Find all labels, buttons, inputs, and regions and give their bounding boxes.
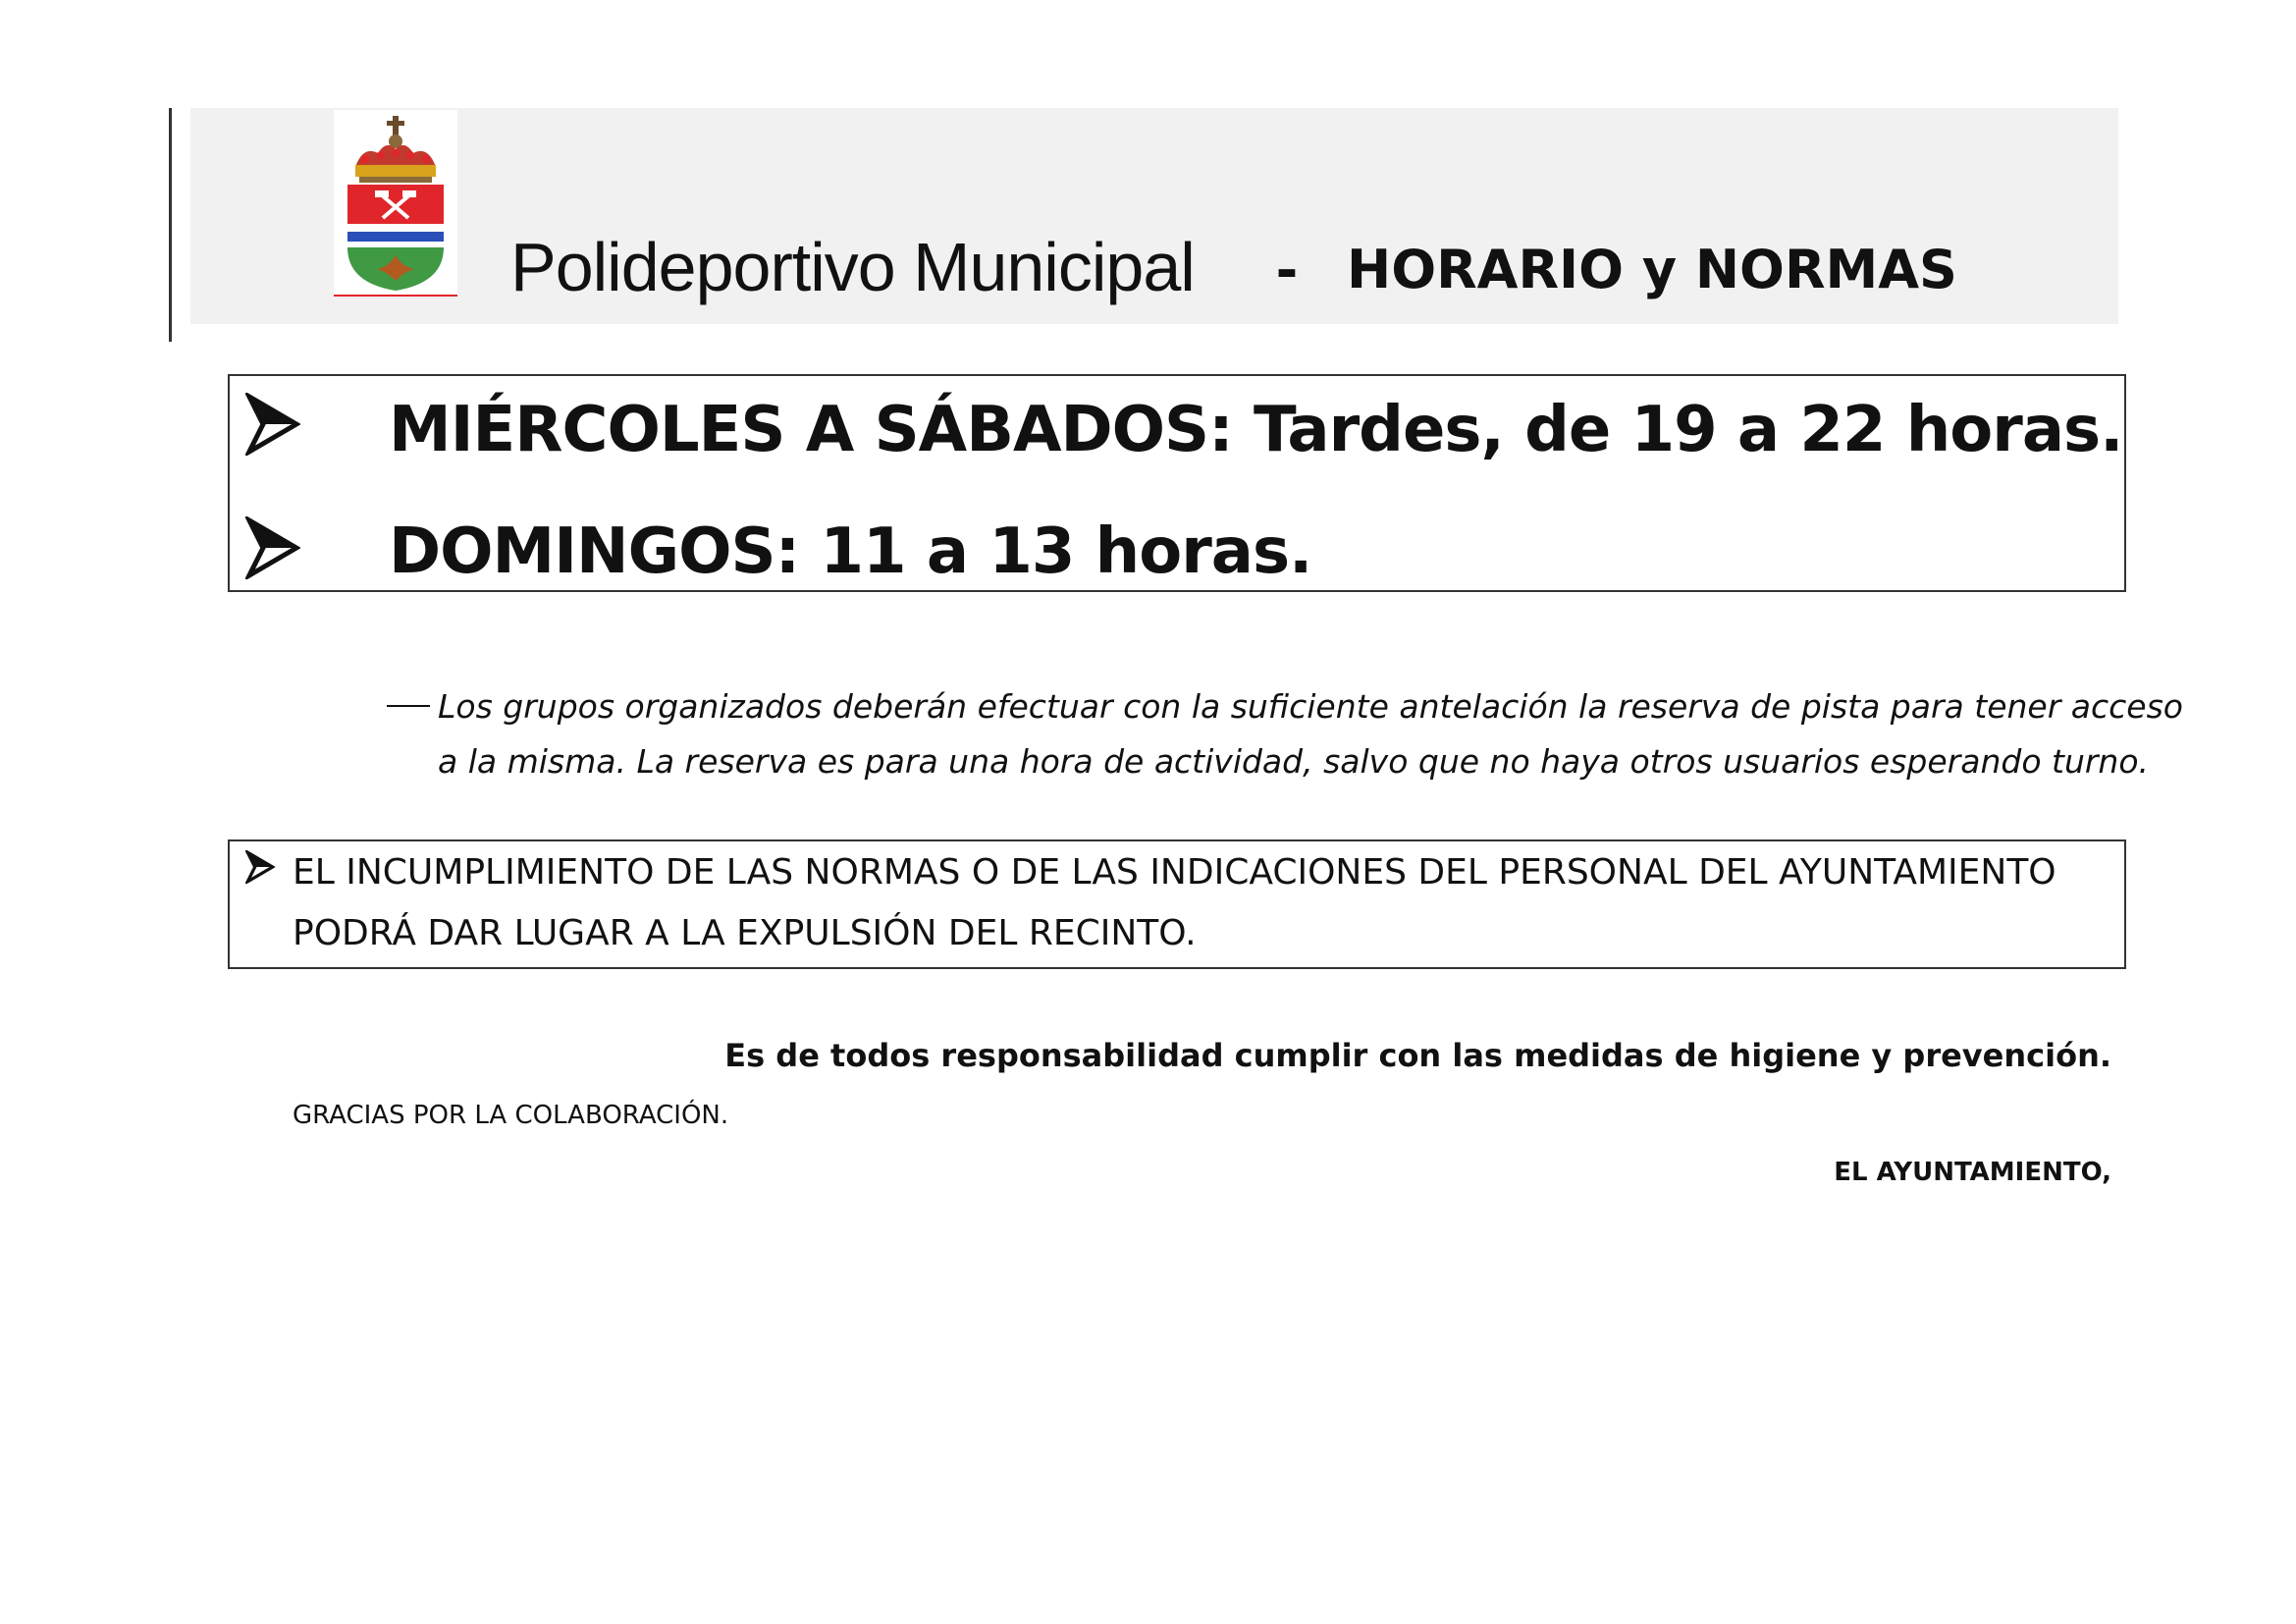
schedule-item-weekdays: MIÉRCOLES A SÁBADOS: Tardes, de 19 a 22 horas. xyxy=(389,394,2123,466)
arrowhead-bullet-icon xyxy=(245,516,300,579)
note-line-2: a la misma. La reserva es para una hora de actividad, salvo que no haya otros usuarios esperando turno. xyxy=(438,742,2150,781)
note-line-1: Los grupos organizados deberán efectuar con la suficiente antelación la reserva de pista para tener acceso xyxy=(438,687,2183,726)
signature: EL AYUNTAMIENTO, xyxy=(1834,1158,2111,1187)
responsibility-statement: Es de todos responsabilidad cumplir con las medidas de higiene y prevención. xyxy=(724,1037,2111,1074)
left-margin-rule xyxy=(169,108,172,342)
arrowhead-bullet-icon xyxy=(245,393,300,456)
schedule-item-sundays: DOMINGOS: 11 a 13 horas. xyxy=(389,515,1312,588)
rules-line-1: EL INCUMPLIMIENTO DE LAS NORMAS O DE LAS INDICACIONES DEL PERSONAL DEL AYUNTAMIENTO xyxy=(293,852,2056,893)
title-separator: - xyxy=(1276,231,1298,303)
municipal-coat-of-arms-icon xyxy=(334,110,457,297)
note-dash xyxy=(387,705,430,707)
page-subtitle: HORARIO y NORMAS xyxy=(1347,239,1957,300)
arrowhead-bullet-icon xyxy=(245,850,275,884)
thanks-text: GRACIAS POR LA COLABORACIÓN. xyxy=(293,1101,729,1130)
rules-line-2: PODRÁ DAR LUGAR A LA EXPULSIÓN DEL RECINTO. xyxy=(293,913,1197,953)
page-title: Polideportivo Municipal xyxy=(510,229,1195,305)
